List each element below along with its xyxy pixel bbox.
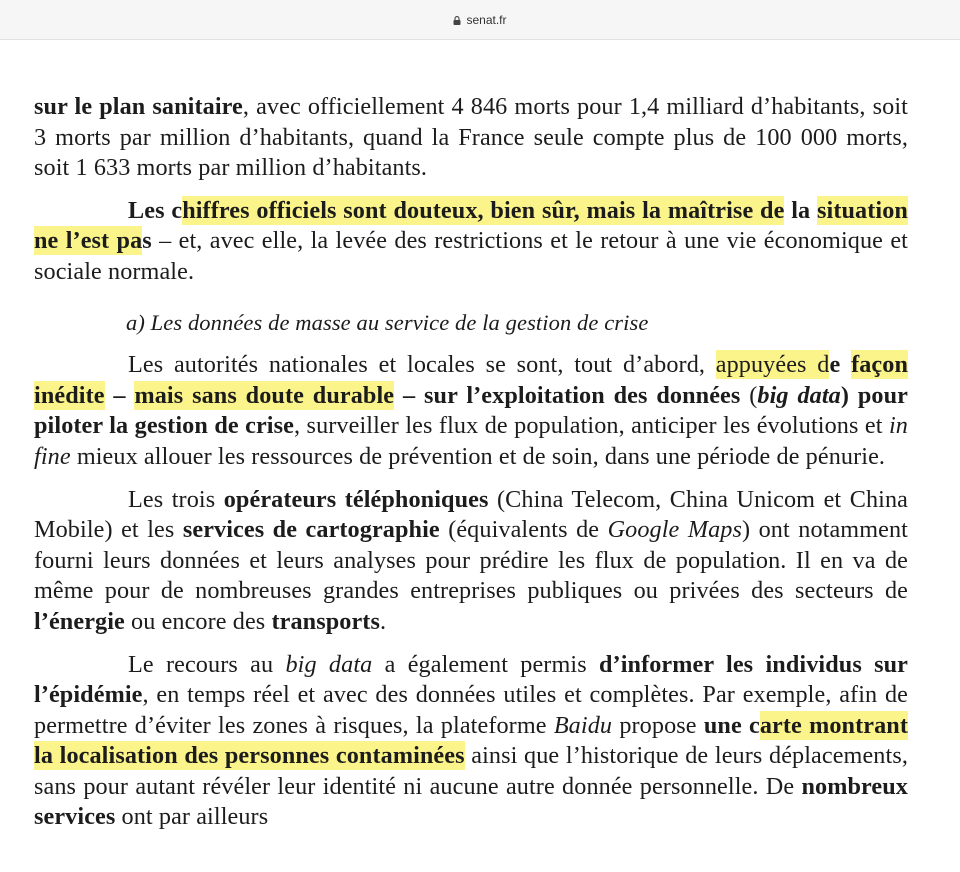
text-run: transports	[271, 607, 380, 635]
lock-icon	[453, 16, 461, 25]
text-run: d’informer les individus sur l’épidémie	[34, 650, 909, 709]
text-run: e	[829, 351, 841, 379]
text-run: Les autorités nationales et locales se sont, tout d’abord,	[128, 351, 716, 379]
text-run: Baidu	[553, 711, 613, 739]
text-run: Le recours au	[128, 650, 286, 678]
text-run: – sur l’exploitation des données	[394, 381, 741, 409]
text-run: ont par ailleurs	[115, 803, 269, 831]
text-run	[810, 197, 817, 224]
text-run: services de cartographie	[182, 516, 440, 544]
text-run	[840, 351, 851, 378]
text-run: big data	[285, 650, 373, 678]
text-run: la	[784, 196, 811, 224]
text-run: (équivalents de	[439, 516, 608, 544]
document-body	[0, 40, 960, 872]
text-run: ) ont notamment fourni leurs données et leurs analyses pour prédire les flux de population. Il en va de même pour de nombreuses grandes entreprises publiques ou privées des secteurs de	[34, 516, 908, 605]
text-run: big data	[757, 381, 841, 409]
highlighted-text: situation ne l’est pa	[34, 196, 908, 255]
text-run: a également permis	[372, 650, 599, 678]
text-run: ou encore des	[124, 607, 272, 635]
text-run: une c	[703, 711, 760, 739]
text-run: nombreux services	[34, 772, 908, 831]
highlighted-text: arte montrant la localisation des personnes contaminées	[34, 711, 908, 770]
highlighted-text: façon inédite	[34, 351, 908, 409]
text-run: s	[142, 227, 152, 255]
text-run: ainsi que l’historique de leurs déplacements, sans pour autant révéler leur identité ni aucune autre donnée personnelle. De	[34, 742, 908, 800]
highlighted-text: appuyées d	[715, 351, 830, 379]
text-run: mieux allouer les ressources de prévention et de soin, dans une période de pénurie.	[70, 442, 886, 470]
text-run: (China Telecom, China Unicom et China Mobile) et les	[34, 485, 909, 544]
text-run: , avec officiellement 4 846 morts pour 1,4 milliard d’habitants, soit 3 morts par million d’habitants, quand la France seule compte plus de 100 000 morts, soit 1 633 morts par million d’habitants.	[34, 93, 908, 182]
section-heading-a: a) Les données de masse au service de la gestion de crise	[126, 309, 649, 335]
text-run: in fine	[34, 412, 908, 470]
text-run: Google Maps	[607, 516, 742, 544]
paragraph-4	[34, 485, 908, 638]
paragraph-5	[34, 650, 908, 834]
text-run: Les c	[128, 196, 183, 224]
text-run: Les trois	[128, 485, 224, 513]
text-run: –	[104, 381, 135, 409]
text-run: opérateurs téléphoniques	[223, 485, 489, 513]
text-run: propose	[612, 711, 704, 739]
text-run: l’énergie	[34, 607, 125, 635]
highlighted-text: hiffres officiels sont douteux, bien sûr, mais la maîtrise de	[182, 196, 785, 224]
browser-address-bar[interactable]	[0, 0, 960, 40]
text-run: (	[740, 381, 758, 409]
text-run: sur le plan sanitaire	[34, 93, 243, 120]
text-run: ) pour piloter la gestion de crise	[34, 381, 908, 440]
text-run: – et, avec elle, la levée des restrictions et le retour à une vie économique et sociale normale.	[34, 227, 908, 285]
text-run: , surveiller les flux de population, anticiper les évolutions et	[293, 412, 889, 440]
text-run: .	[379, 607, 387, 635]
paragraph-2	[34, 196, 908, 288]
highlighted-text: mais sans doute durable	[134, 381, 395, 409]
paragraph-1	[34, 92, 908, 184]
text-run: , en temps réel et avec des données utiles et complètes. Par exemple, afin de permettre d’éviter les zones à risques, la plateforme	[34, 681, 908, 739]
domain-label: senat.fr	[466, 12, 507, 27]
paragraph-3	[34, 350, 908, 472]
